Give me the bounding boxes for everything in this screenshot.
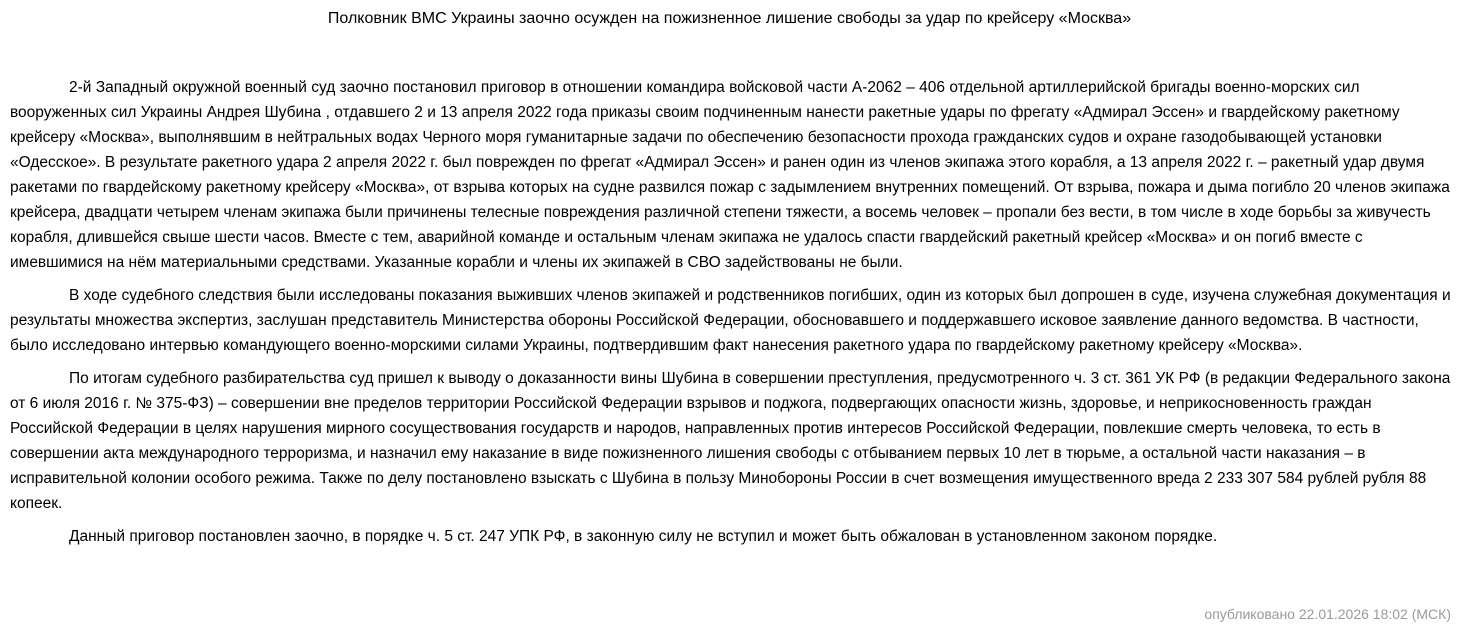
article-paragraph-1: 2-й Западный окружной военный суд заочно постановил приговор в отношении командира войсковой части А-2062 – 406 отдельной артиллерийской бригады военно-морских сил вооруженных сил Украины Андрея Шубина , отдавшего 2 и 13 апреля 2022 года приказы своим подчиненным нанести ракетные удары по фрегату «Адмирал Эссен» и гвардейскому ракетному крейсеру «Москва», выполнявшим в нейтральных водах Черного моря гуманитарные задачи по обеспечению безопасности прохода гражданских судов и охране газодобывающей установки «Одесское». В результате ракетного удара 2 апреля 2022 г. был поврежден по фрегат «Адмирал Эссен» и ранен один из членов экипажа этого корабля, а 13 апреля 2022 г. – ракетный удар двумя ракетами по гвардейскому ракетному крейсеру «Москва», от взрыва которых на судне развился пожар с задымлением внутренних помещений. От взрыва, пожара и дыма погибло 20 членов экипажа крейсера, двадцати четырем членам экипажа были причинены телесные повреждения различной степени тяжести, а восемь человек – пропали без вести, в том числе в ходе борьбы за живучесть корабля, длившейся свыше шести часов. Вместе с тем, аварийной команде и остальным членам экипажа не удалось спасти гвардейский ракетный крейсер «Москва» и он погиб вместе с имевшимися на нём материальными средствами. Указанные корабли и члены их экипажей в СВО задействованы не были.: [10, 79, 1450, 271]
article-body: [10, 75, 1451, 557]
article-title: Полковник ВМС Украины заочно осужден на пожизненное лишение свободы за удар по крейсеру «Москва»: [327, 10, 1132, 27]
article-paragraph-3: По итогам судебного разбирательства суд пришел к выводу о доказанности вины Шубина в совершении преступления, предусмотренного ч. 3 ст. 361 УК РФ (в редакции Федерального закона от 6 июля 2016 г. № 375-ФЗ) – совершении вне пределов территории Российской Федерации взрывов и поджога, подвергающих опасности жизнь, здоровье, и неприкосновенность граждан Российской Федерации в целях нарушения мирного сосуществования государств и народов, направленных против интересов Российской Федерации, повлекшие смерть человека, то есть в совершении акта международного терроризма, и назначил ему наказание в виде пожизненного лишения свободы с отбыванием первых 10 лет в тюрьме, а остальной части наказания – в исправительной колонии особого режима. Также по делу постановлено взыскать с Шубина в пользу Минобороны России в счет возмещения имущественного вреда 2 233 307 584 рублей рубля 88 копеек.: [10, 370, 1451, 512]
publication-timestamp: опубликовано 22.01.2026 18:02 (МСК): [1204, 606, 1451, 622]
article-paragraph-4: Данный приговор постановлен заочно, в порядке ч. 5 ст. 247 УПК РФ, в законную силу не вступил и может быть обжалован в установленном законом порядке.: [69, 528, 1218, 545]
article-paragraph-2: В ходе судебного следствия были исследованы показания выживших членов экипажей и родственников погибших, один из которых был допрошен в суде, изучена служебная документация и результаты множества экспертиз, заслушан представитель Министерства обороны Российской Федерации, обосновавшего и поддержавшего исковое заявление данного ведомства. В частности, было исследовано интервью командующего военно-морскими силами Украины, подтвердившим факт нанесения ракетного удара по гвардейскому ракетному крейсеру «Москва».: [10, 287, 1451, 354]
